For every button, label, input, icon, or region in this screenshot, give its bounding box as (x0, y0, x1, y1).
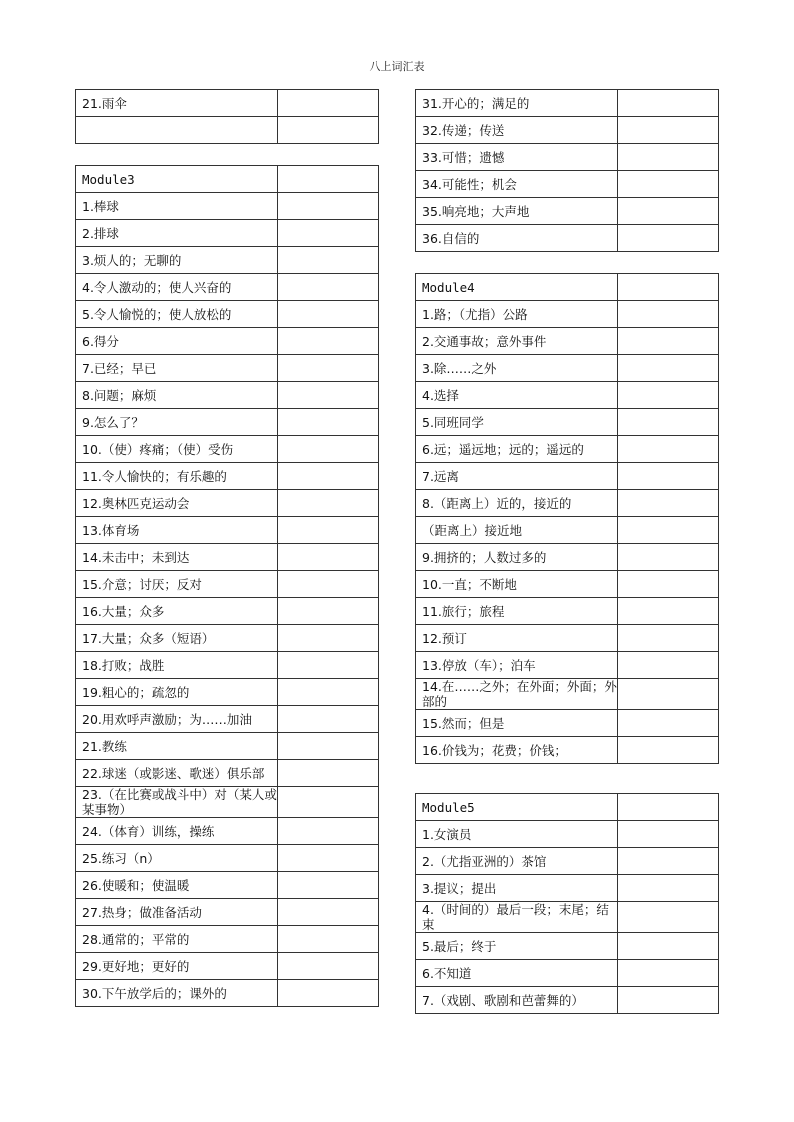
table-row (416, 848, 719, 875)
word-cell: 24.（体育）训练，操练 (76, 818, 278, 845)
answer-cell[interactable] (278, 117, 379, 144)
answer-cell[interactable] (278, 382, 379, 409)
word-cell: 8.问题；麻烦 (76, 382, 278, 409)
word-cell: 7.远离 (416, 463, 618, 490)
answer-cell[interactable] (278, 274, 379, 301)
word-cell: 6.不知道 (416, 960, 618, 987)
answer-cell[interactable] (618, 652, 719, 679)
answer-cell[interactable] (278, 490, 379, 517)
table-row (416, 933, 719, 960)
table-row (76, 355, 379, 382)
word-cell: 32.传递；传送 (416, 117, 618, 144)
word-cell: 2.交通事故；意外事件 (416, 328, 618, 355)
table-row (76, 301, 379, 328)
word-cell: 21.雨伞 (76, 90, 278, 117)
table-row (416, 171, 719, 198)
answer-cell[interactable] (618, 225, 719, 252)
word-cell: 7.（戏剧、歌剧和芭蕾舞的） (416, 987, 618, 1014)
answer-cell[interactable] (278, 953, 379, 980)
answer-cell[interactable] (278, 679, 379, 706)
answer-cell[interactable] (278, 90, 379, 117)
word-cell: 23.（在比赛或战斗中）对（某人或某事物） (76, 787, 278, 818)
word-cell: 20.用欢呼声激励；为……加油 (76, 706, 278, 733)
word-cell: 31.开心的；满足的 (416, 90, 618, 117)
table-row (76, 818, 379, 845)
word-cell: 22.球迷（或影迷、歌迷）俱乐部 (76, 760, 278, 787)
vocab-table-module5 (415, 793, 719, 1014)
module-title: Module4 (416, 274, 618, 301)
word-cell: 9.怎么了？ (76, 409, 278, 436)
word-cell: 16.价钱为；花费；价钱； (416, 737, 618, 764)
table-row (76, 899, 379, 926)
answer-cell[interactable] (278, 706, 379, 733)
word-cell: 13.体育场 (76, 517, 278, 544)
answer-cell[interactable] (278, 818, 379, 845)
table-row (76, 953, 379, 980)
module-header-row (416, 274, 719, 301)
table-row (76, 571, 379, 598)
answer-cell[interactable] (278, 220, 379, 247)
table-row (76, 845, 379, 872)
answer-cell[interactable] (618, 625, 719, 652)
table-row (416, 902, 719, 933)
table-row (76, 872, 379, 899)
table-row (76, 544, 379, 571)
answer-cell[interactable] (278, 571, 379, 598)
word-cell: 1.女演员 (416, 821, 618, 848)
answer-cell[interactable] (618, 679, 719, 710)
word-cell: 3.除……之外 (416, 355, 618, 382)
table-row (416, 737, 719, 764)
table-row (76, 436, 379, 463)
table-row (76, 733, 379, 760)
answer-cell[interactable] (618, 794, 719, 821)
module-header-row (76, 166, 379, 193)
table-row (416, 144, 719, 171)
answer-cell[interactable] (618, 436, 719, 463)
table-row (416, 382, 719, 409)
word-cell: 18.打败；战胜 (76, 652, 278, 679)
word-cell: 25.练习（n） (76, 845, 278, 872)
word-cell: 15.然而；但是 (416, 710, 618, 737)
word-cell: 33.可惜；遗憾 (416, 144, 618, 171)
table-row (416, 463, 719, 490)
word-cell: 21.教练 (76, 733, 278, 760)
table-row (76, 760, 379, 787)
answer-cell[interactable] (278, 409, 379, 436)
word-cell: 7.已经；早已 (76, 355, 278, 382)
module-title: Module5 (416, 794, 618, 821)
table-row (76, 382, 379, 409)
table-row (76, 787, 379, 818)
answer-cell[interactable] (618, 274, 719, 301)
table-row (416, 679, 719, 710)
answer-cell[interactable] (618, 960, 719, 987)
answer-cell[interactable] (278, 544, 379, 571)
answer-cell[interactable] (278, 598, 379, 625)
table-row (416, 821, 719, 848)
answer-cell[interactable] (618, 90, 719, 117)
word-cell: 35.响亮地；大声地 (416, 198, 618, 225)
answer-cell[interactable] (618, 737, 719, 764)
word-cell: 5.令人愉悦的；使人放松的 (76, 301, 278, 328)
table-row (416, 987, 719, 1014)
table-row (416, 301, 719, 328)
word-cell: 16.大量；众多 (76, 598, 278, 625)
answer-cell[interactable] (278, 872, 379, 899)
word-cell: 6.得分 (76, 328, 278, 355)
table-row (416, 490, 719, 517)
vocab-table-module4 (415, 273, 719, 764)
answer-cell[interactable] (618, 463, 719, 490)
table-row (76, 652, 379, 679)
answer-cell[interactable] (618, 875, 719, 902)
word-cell: 34.可能性；机会 (416, 171, 618, 198)
word-cell: 3.提议；提出 (416, 875, 618, 902)
answer-cell[interactable] (278, 166, 379, 193)
word-cell: 13.停放（车）；泊车 (416, 652, 618, 679)
answer-cell[interactable] (278, 301, 379, 328)
answer-cell[interactable] (278, 733, 379, 760)
answer-cell[interactable] (618, 848, 719, 875)
word-cell: （距离上）接近地 (416, 517, 618, 544)
table-row (76, 90, 379, 117)
table-row (76, 517, 379, 544)
table-row (416, 117, 719, 144)
table-row (76, 625, 379, 652)
word-cell: 26.使暖和；使温暖 (76, 872, 278, 899)
word-cell: 4.令人激动的；使人兴奋的 (76, 274, 278, 301)
answer-cell[interactable] (278, 463, 379, 490)
table-row (76, 598, 379, 625)
word-cell: 36.自信的 (416, 225, 618, 252)
answer-cell[interactable] (618, 517, 719, 544)
word-cell: 8.（距离上）近的，接近的 (416, 490, 618, 517)
table-row (416, 90, 719, 117)
answer-cell[interactable] (618, 198, 719, 225)
table-row (416, 198, 719, 225)
word-cell: 2.排球 (76, 220, 278, 247)
answer-cell[interactable] (618, 171, 719, 198)
word-cell: 4.选择 (416, 382, 618, 409)
answer-cell[interactable] (278, 355, 379, 382)
word-cell: 10.一直；不断地 (416, 571, 618, 598)
table-row (416, 652, 719, 679)
table-row (76, 409, 379, 436)
table-row (416, 571, 719, 598)
word-cell: 27.热身；做准备活动 (76, 899, 278, 926)
answer-cell[interactable] (278, 193, 379, 220)
page-title: 八上词汇表 (369, 60, 425, 73)
word-cell: 19.粗心的；疏忽的 (76, 679, 278, 706)
answer-cell[interactable] (278, 625, 379, 652)
word-cell: 14.在……之外；在外面；外面；外部的 (416, 679, 618, 710)
answer-cell[interactable] (618, 301, 719, 328)
word-cell: 12.预订 (416, 625, 618, 652)
answer-cell[interactable] (618, 409, 719, 436)
vocab-table-right-top (415, 89, 719, 252)
table-row (416, 710, 719, 737)
answer-cell[interactable] (618, 382, 719, 409)
answer-cell[interactable] (618, 571, 719, 598)
word-cell: 1.路；（尤指）公路 (416, 301, 618, 328)
table-row (416, 517, 719, 544)
answer-cell[interactable] (618, 987, 719, 1014)
word-cell: 5.最后；终于 (416, 933, 618, 960)
answer-cell[interactable] (278, 845, 379, 872)
vocab-table-left-top (75, 89, 379, 144)
answer-cell[interactable] (278, 760, 379, 787)
answer-cell[interactable] (278, 899, 379, 926)
answer-cell[interactable] (618, 902, 719, 933)
word-cell: 14.未击中；未到达 (76, 544, 278, 571)
answer-cell[interactable] (278, 652, 379, 679)
answer-cell[interactable] (618, 821, 719, 848)
module-title: Module3 (76, 166, 278, 193)
answer-cell[interactable] (278, 787, 379, 818)
answer-cell[interactable] (618, 490, 719, 517)
table-row (76, 274, 379, 301)
word-cell: 12.奥林匹克运动会 (76, 490, 278, 517)
table-row (76, 926, 379, 953)
word-cell (76, 117, 278, 144)
table-row (416, 625, 719, 652)
answer-cell[interactable] (278, 980, 379, 1007)
table-row (76, 679, 379, 706)
table-row (76, 328, 379, 355)
answer-cell[interactable] (618, 328, 719, 355)
word-cell: 30.下午放学后的；课外的 (76, 980, 278, 1007)
answer-cell[interactable] (278, 926, 379, 953)
table-row (76, 463, 379, 490)
word-cell: 11.旅行；旅程 (416, 598, 618, 625)
answer-cell[interactable] (618, 355, 719, 382)
answer-cell[interactable] (618, 710, 719, 737)
table-row (76, 117, 379, 144)
word-cell: 17.大量；众多（短语） (76, 625, 278, 652)
table-row (416, 544, 719, 571)
word-cell: 10.（使）疼痛；（使）受伤 (76, 436, 278, 463)
table-row (416, 875, 719, 902)
table-row (76, 220, 379, 247)
answer-cell[interactable] (278, 247, 379, 274)
word-cell: 11.令人愉快的；有乐趣的 (76, 463, 278, 490)
table-row (416, 225, 719, 252)
table-row (416, 960, 719, 987)
word-cell: 2.（尤指亚洲的）茶馆 (416, 848, 618, 875)
answer-cell[interactable] (278, 328, 379, 355)
answer-cell[interactable] (278, 517, 379, 544)
word-cell: 28.通常的；平常的 (76, 926, 278, 953)
word-cell: 4.（时间的）最后一段；末尾；结束 (416, 902, 618, 933)
word-cell: 1.棒球 (76, 193, 278, 220)
table-row (416, 328, 719, 355)
answer-cell[interactable] (618, 598, 719, 625)
table-row (416, 409, 719, 436)
word-cell: 6.远；遥远地；远的；遥远的 (416, 436, 618, 463)
word-cell: 5.同班同学 (416, 409, 618, 436)
word-cell: 9.拥挤的；人数过多的 (416, 544, 618, 571)
module-header-row (416, 794, 719, 821)
table-row (76, 490, 379, 517)
table-row (416, 355, 719, 382)
word-cell: 3.烦人的；无聊的 (76, 247, 278, 274)
table-row (76, 193, 379, 220)
table-row (76, 247, 379, 274)
answer-cell[interactable] (618, 144, 719, 171)
table-row (76, 706, 379, 733)
table-row (416, 598, 719, 625)
answer-cell[interactable] (278, 436, 379, 463)
word-cell: 15.介意；讨厌；反对 (76, 571, 278, 598)
answer-cell[interactable] (618, 933, 719, 960)
answer-cell[interactable] (618, 117, 719, 144)
word-cell: 29.更好地；更好的 (76, 953, 278, 980)
table-row (76, 980, 379, 1007)
vocab-table-module3 (75, 165, 379, 1007)
answer-cell[interactable] (618, 544, 719, 571)
table-row (416, 436, 719, 463)
